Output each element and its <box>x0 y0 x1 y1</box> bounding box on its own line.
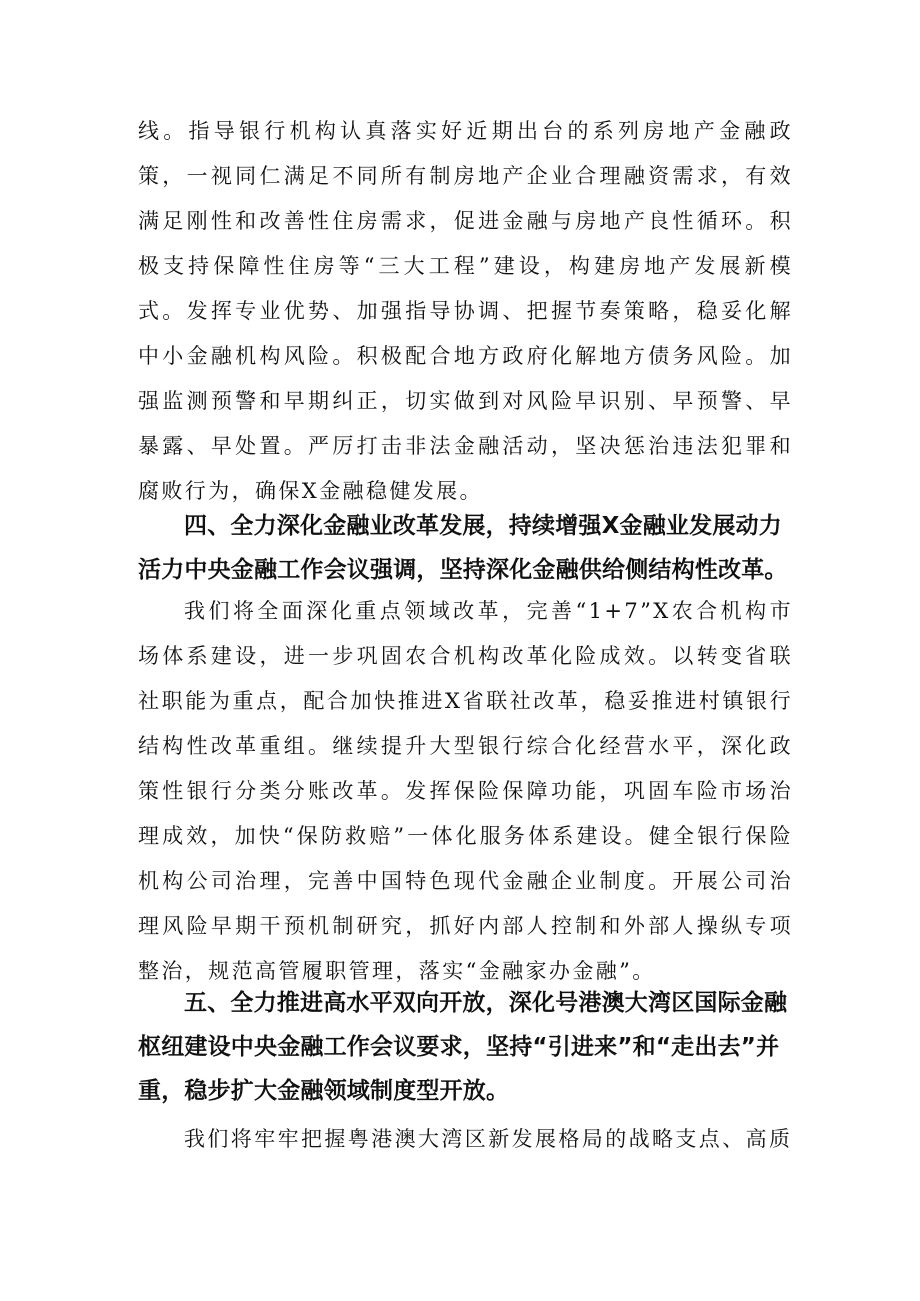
paragraph-reform: 我们将全面深化重点领域改革，完善“1+7”X农合机构市场体系建设，进一步巩固农合机构改革化险成效。以转变省联社职能为重点，配合加快推进X省联社改革，稳妥推进村镇银行结构性改革重组。继续提升大型银行综合化经营水平，深化政策性银行分类分账改革。发挥保险保障功能，巩固车险市场治理成效，加快“保防救赔”一体化服务体系建设。健全银行保险机构公司治理，完善中国特色现代金融企业制度。开展公司治理风险早期干预机制研究，抓好内部人控制和外部人操纵专项整治，规范高管履职管理，落实“金融家办金融”。 <box>138 599 793 983</box>
paragraph-opening: 我们将牢牢把握粤港澳大湾区新发展格局的战略支点、高质 <box>184 1127 793 1151</box>
paragraph-risk-prevention: 线。指导银行机构认真落实好近期出台的系列房地产金融政策，一视同仁满足不同所有制房地产企业合理融资需求，有效满足刚性和改善性住房需求，促进金融与房地产良性循环。积极支持保障性住房等“三大工程”建设，构建房地产发展新模式。发挥专业优势、加强指导协调、把握节奏策略，稳妥化解中小金融机构风险。积极配合地方政府化解地方债务风险。加强监测预警和早期纠正，切实做到对风险早识别、早预警、早暴露、早处置。严厉打击非法金融活动，坚决惩治违法犯罪和腐败行为，确保X金融稳健发展。 <box>138 119 793 503</box>
section-heading-five: 五、全力推进高水平双向开放，深化号港澳大湾区国际金融枢纽建设中央金融工作会议要求，坚持“引进来”和“走出去”并重，稳步扩大金融领域制度型开放。 <box>138 990 788 1104</box>
section-heading-four: 四、全力深化金融业改革发展，持续增强X金融业发展动力活力中央金融工作会议强调，坚持深化金融供给侧结构性改革。 <box>138 513 788 583</box>
